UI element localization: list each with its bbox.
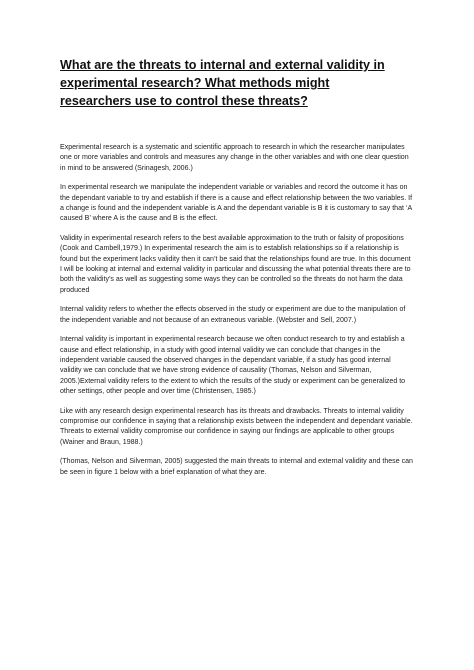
paragraph-internal-importance: Internal validity is important in experimental research because we often conduct research to try and establish a cause and effect relationship, in a study with good internal validity we can conclude that changes in the independent variable caused the observed changes in the dependant variable, if a study has good internal validity we can conclude that we have strong evidence of causality (Thomas, Nelson and Silverman, 2005.)External validity refers to the extent to which the results of the study or experiment can be generalized to other settings, other people and over time (Christensen, 1985.) [60,336,406,396]
paragraph-intro: Experimental research is a systematic and scientific approach to research in which the researcher manipulates one or more variables and controls and measures any change in the other variables and with one clear question in mind to be answered (Srinagesh, 2006.) [60,144,409,172]
paragraph-figure-reference: (Thomas, Nelson and Silverman, 2005) suggested the main threats to internal and external validity and these can be seen in figure 1 below with a brief explanation of what they are. [60,458,413,476]
paragraph-internal-definition: Internal validity refers to whether the effects observed in the study or experiment are due to the manipulation of the independent variable and not because of an extraneous variable. (Webster and Sell, 2007.) [60,306,406,324]
paragraph-validity: Validity in experimental research refers to the best available approximation to the truth or falsity of propositions (Cook and Cambell,1979.) In experimental research the aim is to establish relationships so if a relationship is found but the experiment lacks validity then it can’t be said that the relationships found are true. In this document I will be looking at internal and external validity in particular and discussing the what potential threats there are to both the validity’s as well as suggesting some ways they can be controlled so the threats do not harm the data produced [60,234,411,294]
paragraph-manipulation: In experimental research we manipulate the independent variable or variables and record the outcome it has on the dependant variable to try and establish if there is a cause and effect relationship between the two variables. If a change is found and the independent variable is A and the dependant variable is B it is customary to say that ‘A caused B’ where A is the cause and B is the effect. [60,184,413,223]
document-title: What are the threats to internal and external validity in experimental research? What methods might researchers use to control these threats? [60,58,385,108]
document-body [60,143,414,478]
paragraph-threats: Like with any research design experimental research has its threats and drawbacks. Threats to internal validity compromise our confidence in saying that a relationship exists between the independent and dependant variable. Threats to external validity compromise our confidence in saying our findings are applicable to other groups (Wainer and Braun, 1988.) [60,407,413,446]
